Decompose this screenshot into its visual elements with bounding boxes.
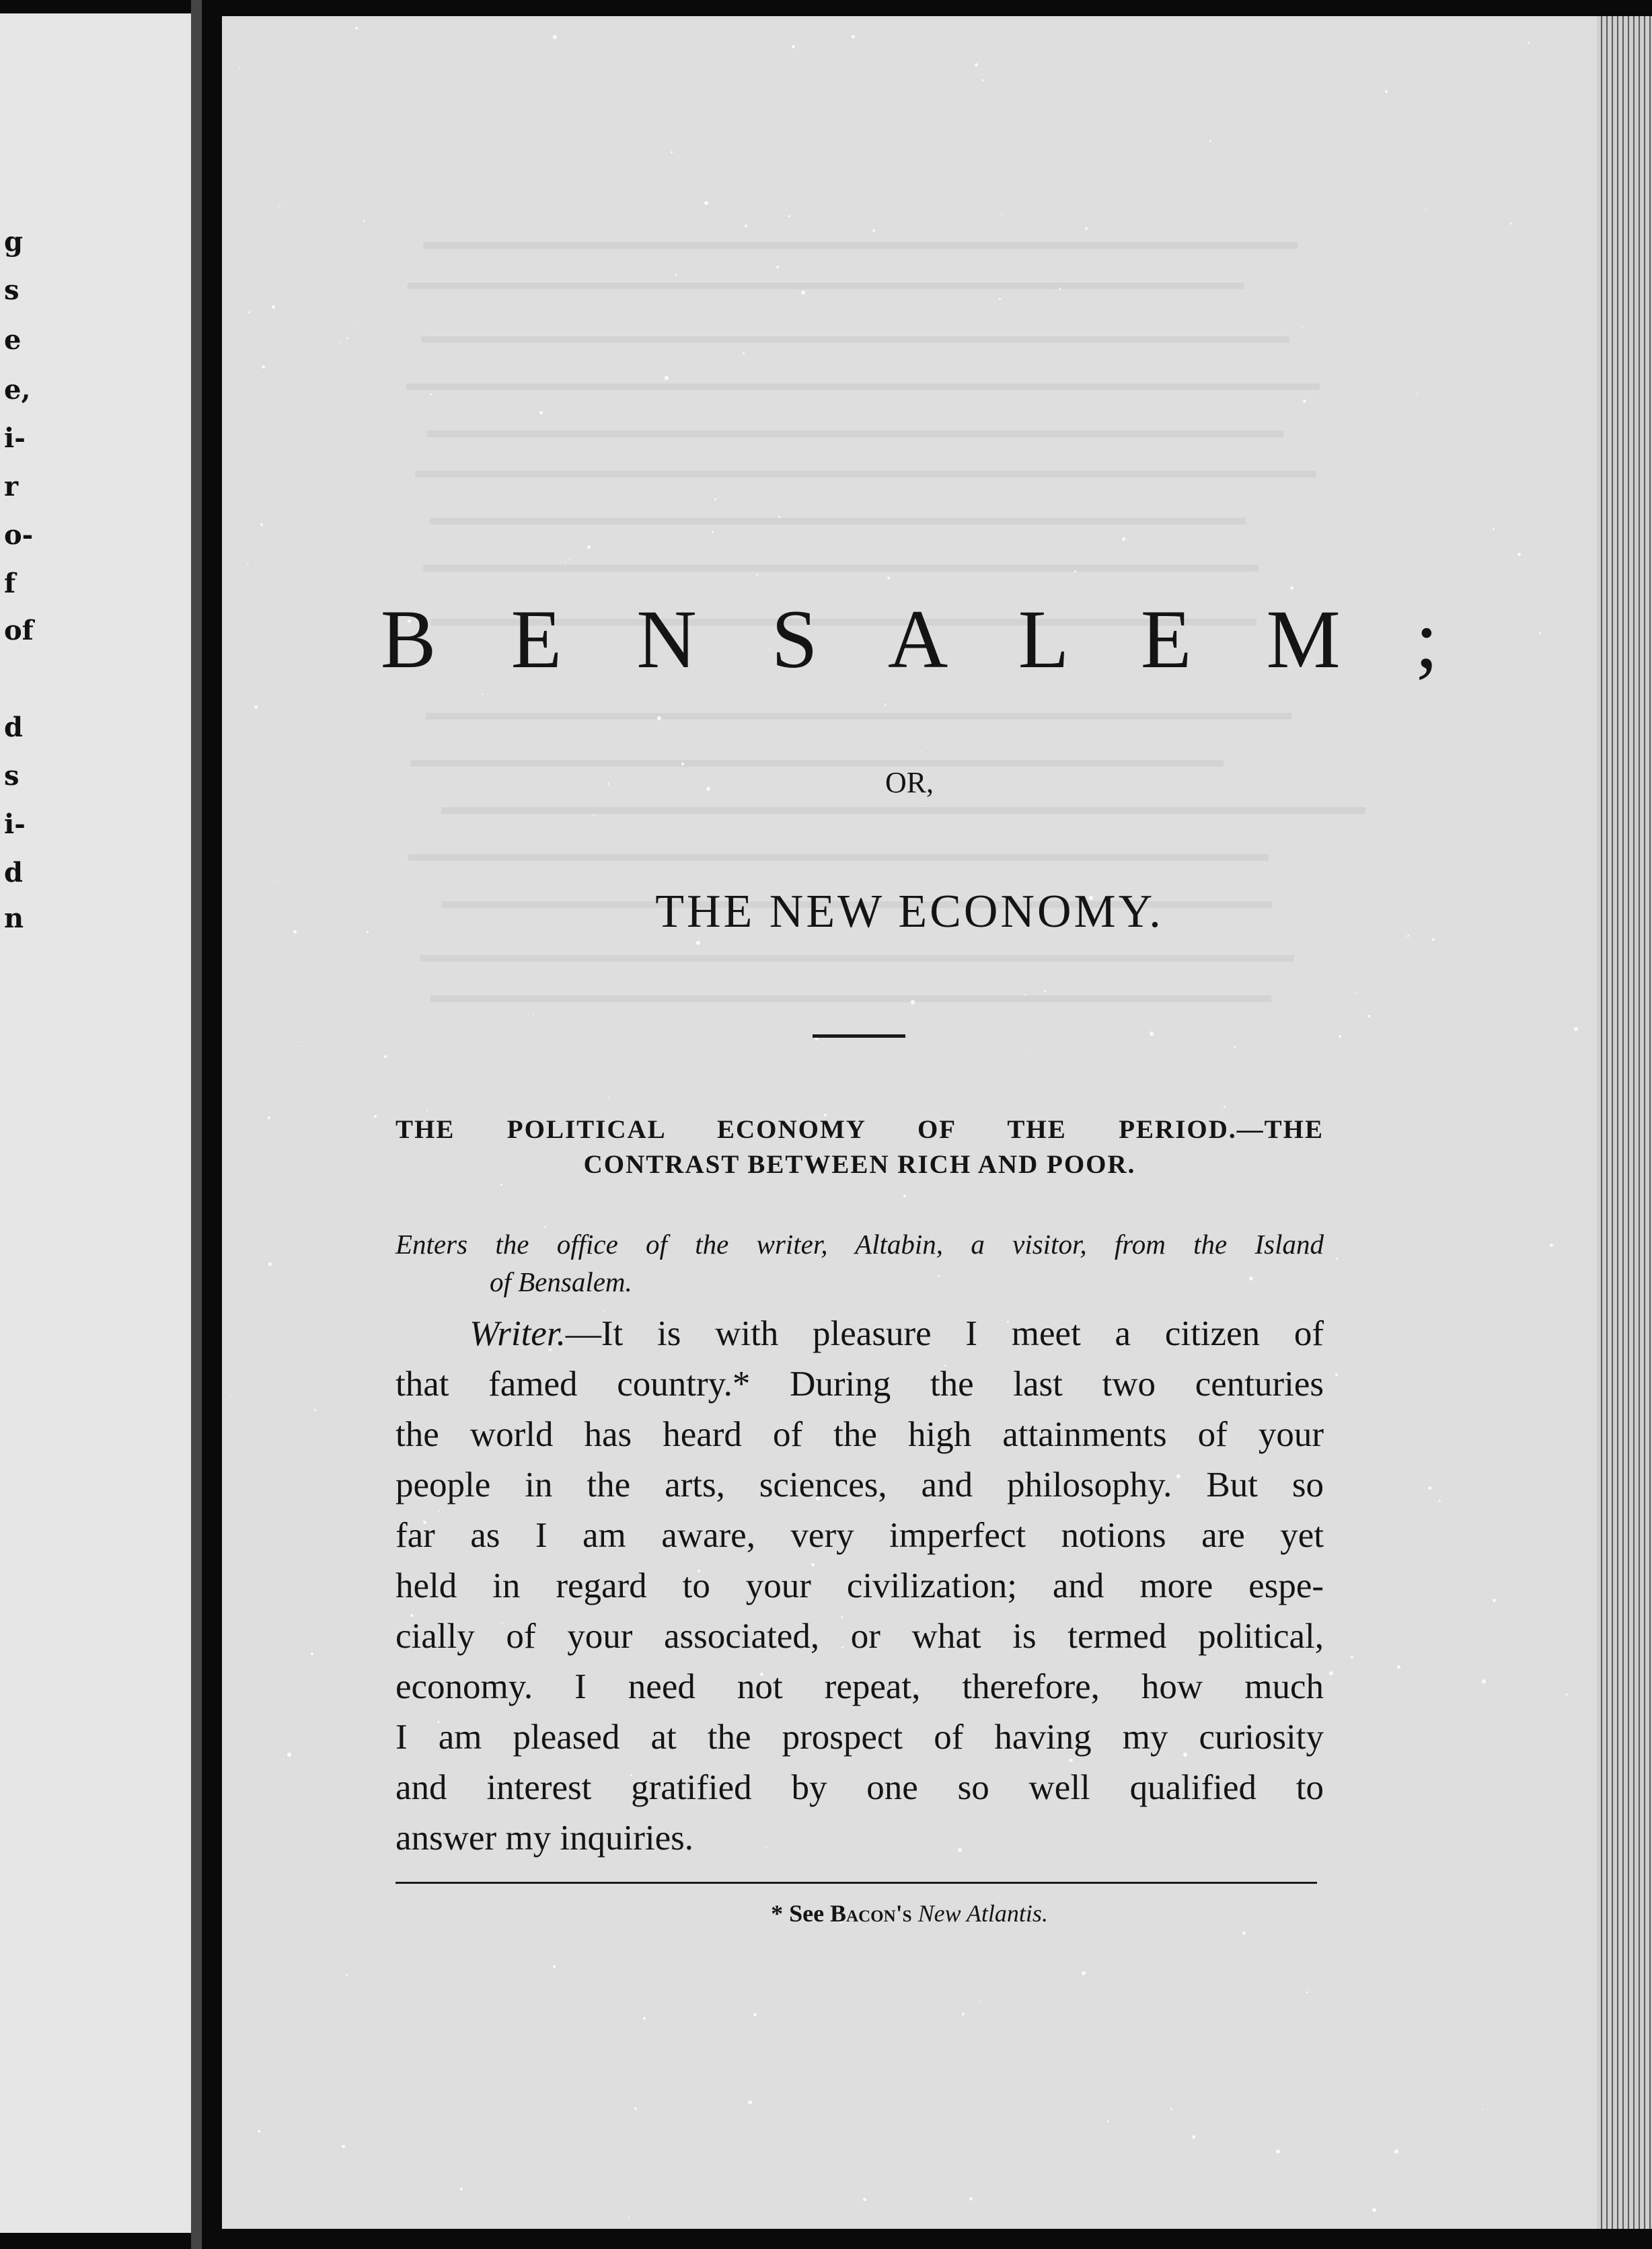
stage-direction-line: Enters the office of the writer, Altabin, a visitor, from the Island	[396, 1229, 1324, 1260]
scan-speck	[569, 558, 570, 560]
scan-speck	[1150, 1032, 1154, 1036]
footnote-work: New Atlantis.	[917, 1900, 1048, 1927]
body-line: answer my inquiries.	[396, 1819, 694, 1858]
scan-speck	[1482, 1679, 1486, 1683]
footnote-author: Bacon's	[830, 1900, 912, 1927]
scan-speck	[903, 1194, 906, 1197]
scan-speck	[1122, 537, 1125, 541]
scan-speck	[1367, 1015, 1370, 1018]
scan-speck	[1550, 1244, 1553, 1247]
scan-speck	[356, 319, 357, 321]
scan-speck	[885, 703, 887, 706]
left-edge-letter: n	[4, 903, 24, 934]
body-line: held in regard to your civilization; and more espe-	[396, 1566, 1324, 1605]
title-divider	[813, 1034, 905, 1038]
left-edge-letter: o-	[4, 519, 34, 551]
left-edge-letter: d	[4, 857, 23, 888]
bleed-through-line	[423, 242, 1298, 249]
scan-speck	[1528, 42, 1530, 44]
left-edge-letter: d	[4, 712, 23, 743]
scan-speck	[1493, 528, 1495, 530]
scan-speck	[1192, 2135, 1195, 2139]
scan-speck	[340, 342, 341, 343]
scan-speck	[1372, 2208, 1376, 2212]
scan-speck	[1417, 393, 1418, 394]
scan-speck	[792, 45, 795, 48]
scan-speck	[587, 545, 591, 549]
scan-speck	[260, 523, 263, 526]
scan-speck	[384, 1055, 387, 1058]
bleed-through-line	[426, 713, 1291, 720]
speaker-name: Writer.	[470, 1314, 566, 1353]
footnote	[222, 1899, 1597, 1928]
scan-speck	[1510, 223, 1512, 225]
left-edge-letter: s	[4, 760, 20, 792]
page-stack-edges	[1597, 16, 1652, 2229]
scan-speck	[748, 2100, 752, 2104]
body-line: people in the arts, sciences, and philosophy. But so	[396, 1465, 1324, 1504]
body-line: and interest gratified by one so well qualified to	[396, 1768, 1324, 1807]
scan-speck	[756, 574, 758, 576]
bleed-through-line	[420, 955, 1294, 962]
left-edge-letter: e	[4, 324, 22, 356]
scan-speck	[239, 67, 240, 68]
scan-speck	[657, 716, 661, 720]
scan-speck	[1482, 2109, 1483, 2110]
scan-speck	[363, 220, 365, 222]
scan-speck	[1351, 1656, 1353, 1659]
scan-speck	[460, 2188, 463, 2190]
scan-speck	[776, 266, 779, 268]
scan-speck	[1425, 208, 1427, 210]
scan-speck	[276, 880, 278, 881]
scan-speck	[300, 1041, 301, 1042]
scan-speck	[922, 751, 923, 753]
scan-speck	[704, 201, 708, 205]
scan-speck	[1044, 990, 1046, 992]
book-gutter	[191, 0, 202, 2249]
scan-speck	[1242, 1932, 1246, 1935]
scan-speck	[778, 516, 780, 518]
left-page-edge-text	[0, 0, 191, 2249]
scan-speck	[671, 151, 673, 153]
body-line: far as I am aware, very imperfect notions are yet	[396, 1516, 1324, 1555]
scan-speck	[1026, 1055, 1028, 1057]
bleed-through-line	[408, 282, 1244, 289]
bleed-through-line	[415, 471, 1316, 478]
scan-speck	[1428, 1486, 1431, 1490]
left-edge-letter: r	[4, 471, 19, 502]
scan-speck	[788, 215, 790, 217]
scan-speck	[634, 2107, 637, 2110]
book-gutter-shadow	[202, 0, 222, 2249]
scan-speck	[1574, 1027, 1578, 1031]
scan-speck	[1209, 140, 1211, 142]
scan-speck	[665, 376, 669, 380]
scan-speck	[314, 1409, 316, 1411]
scan-speck	[482, 693, 483, 695]
scan-speck	[852, 35, 855, 38]
scan-speck	[1059, 288, 1061, 290]
scan-speck	[593, 814, 594, 816]
scan-speck	[553, 35, 557, 39]
body-line: the world has heard of the high attainments of your	[396, 1415, 1324, 1454]
scan-speck	[696, 941, 700, 945]
stage-direction	[396, 1225, 1324, 1301]
scan-speck	[1336, 1258, 1338, 1260]
scan-speck	[1397, 1665, 1400, 1669]
scan-speck	[982, 79, 984, 81]
scan-speck	[1303, 399, 1306, 403]
scan-speck	[1085, 227, 1088, 230]
left-edge-letter: g	[4, 226, 23, 258]
chapter-heading-line: THE POLITICAL ECONOMY OF THE PERIOD.—THE	[396, 1115, 1324, 1144]
left-edge-letter: e,	[4, 374, 31, 406]
scan-speck	[1234, 1046, 1236, 1048]
scan-speck	[969, 2197, 973, 2201]
scan-speck	[374, 1115, 377, 1118]
body-line: cially of your associated, or what is termed political,	[396, 1617, 1324, 1656]
scan-speck	[262, 365, 265, 369]
scan-speck	[287, 1753, 291, 1757]
bleed-through-line	[421, 336, 1289, 343]
left-edge-letter: f	[4, 568, 16, 599]
scan-speck	[258, 2130, 260, 2133]
scan-speck	[1170, 2108, 1172, 2110]
stage-direction-line: of Bensalem.	[490, 1266, 632, 1297]
scan-speck	[863, 2198, 866, 2201]
scan-speck	[247, 564, 248, 566]
scan-speck	[311, 1652, 313, 1655]
bleed-through-line	[430, 995, 1271, 1002]
scan-speck	[980, 2000, 981, 2002]
scan-speck	[1001, 213, 1002, 215]
body-line: economy. I need not repeat, therefore, how much	[396, 1667, 1324, 1706]
left-edge-letter: i-	[4, 422, 26, 454]
scan-speck	[628, 2216, 630, 2217]
bleed-through-line	[441, 807, 1365, 814]
scan-speck	[346, 337, 348, 339]
scan-speck	[1493, 1599, 1496, 1602]
scan-speck	[753, 2013, 757, 2016]
scan-speck	[999, 298, 1001, 300]
left-edge-letter: s	[4, 274, 20, 306]
scan-speck	[1107, 2121, 1109, 2123]
scan-speck	[743, 352, 745, 354]
scan-speck	[714, 498, 716, 500]
scan-speck	[745, 225, 747, 227]
scan-speck	[1276, 2149, 1280, 2153]
scan-speck	[1082, 1971, 1086, 1975]
body-line: that famed country.* During the last two centuries	[396, 1365, 1324, 1404]
scan-speck	[872, 229, 875, 232]
scan-speck	[272, 305, 275, 309]
body-paragraph	[396, 1309, 1324, 1864]
bleed-through-line	[406, 383, 1320, 390]
scan-speck	[229, 1395, 231, 1396]
scan-speck	[1517, 553, 1521, 556]
scan-speck	[355, 27, 358, 30]
scan-speck	[975, 63, 978, 67]
title-conjunction: OR,	[885, 766, 934, 799]
scan-speck	[1566, 1693, 1568, 1695]
book-title: B E N S A L E M ;	[380, 593, 1466, 685]
scan-speck	[268, 1262, 272, 1266]
scan-speck	[553, 1965, 556, 1968]
scan-speck	[801, 291, 805, 295]
scan-speck	[268, 1116, 270, 1119]
scan-speck	[539, 411, 543, 414]
body-line	[396, 1309, 1324, 1359]
scan-speck	[1339, 1035, 1341, 1038]
scan-speck	[911, 1000, 915, 1004]
scan-speck	[1439, 1500, 1441, 1502]
scan-speck	[608, 1097, 609, 1098]
scan-speck	[1329, 1671, 1333, 1675]
scan-speck	[279, 206, 280, 207]
scan-speck	[1385, 90, 1388, 93]
scan-speck	[565, 561, 566, 562]
bleed-through-line	[427, 430, 1283, 437]
body-line-text: —It is with pleasure I meet a citizen of	[565, 1314, 1324, 1353]
scan-speck	[254, 706, 258, 709]
book-subtitle: THE NEW ECONOMY.	[655, 886, 1164, 938]
bleed-through-line	[430, 518, 1246, 525]
chapter-heading	[396, 1112, 1324, 1182]
scan-speck	[1290, 586, 1293, 590]
scan-speck	[675, 274, 677, 276]
bleed-through-line	[423, 565, 1259, 572]
bleed-through-line	[408, 854, 1269, 861]
scan-speck	[1302, 326, 1304, 328]
scan-speck	[248, 311, 250, 313]
scan-speck	[1335, 1373, 1338, 1376]
scan-speck	[643, 2017, 646, 2020]
scan-speck	[1024, 994, 1026, 995]
scan-speck	[1394, 2149, 1398, 2153]
scan-speck	[346, 1974, 348, 1976]
scan-speck	[426, 1110, 428, 1111]
scan-speck	[962, 2013, 965, 2016]
scan-speck	[887, 576, 890, 579]
scan-speck	[1306, 1991, 1308, 1993]
left-edge-letter: of	[4, 615, 34, 646]
scan-speck	[500, 1184, 502, 1186]
footnote-marker: * See	[771, 1900, 825, 1927]
left-edge-letter: i-	[4, 808, 26, 840]
scan-speck	[430, 393, 432, 395]
footnote-divider	[396, 1882, 1317, 1884]
scan-speck	[1355, 992, 1357, 993]
scan-speck	[533, 1014, 534, 1016]
chapter-heading-line: CONTRAST BETWEEN RICH AND POOR.	[583, 1150, 1136, 1179]
scan-speck	[1074, 570, 1076, 572]
scan-speck	[1224, 1106, 1226, 1108]
body-line: I am pleased at the prospect of having my curiosity	[396, 1718, 1324, 1757]
scan-speck	[712, 531, 714, 533]
scan-speck	[342, 2145, 345, 2148]
